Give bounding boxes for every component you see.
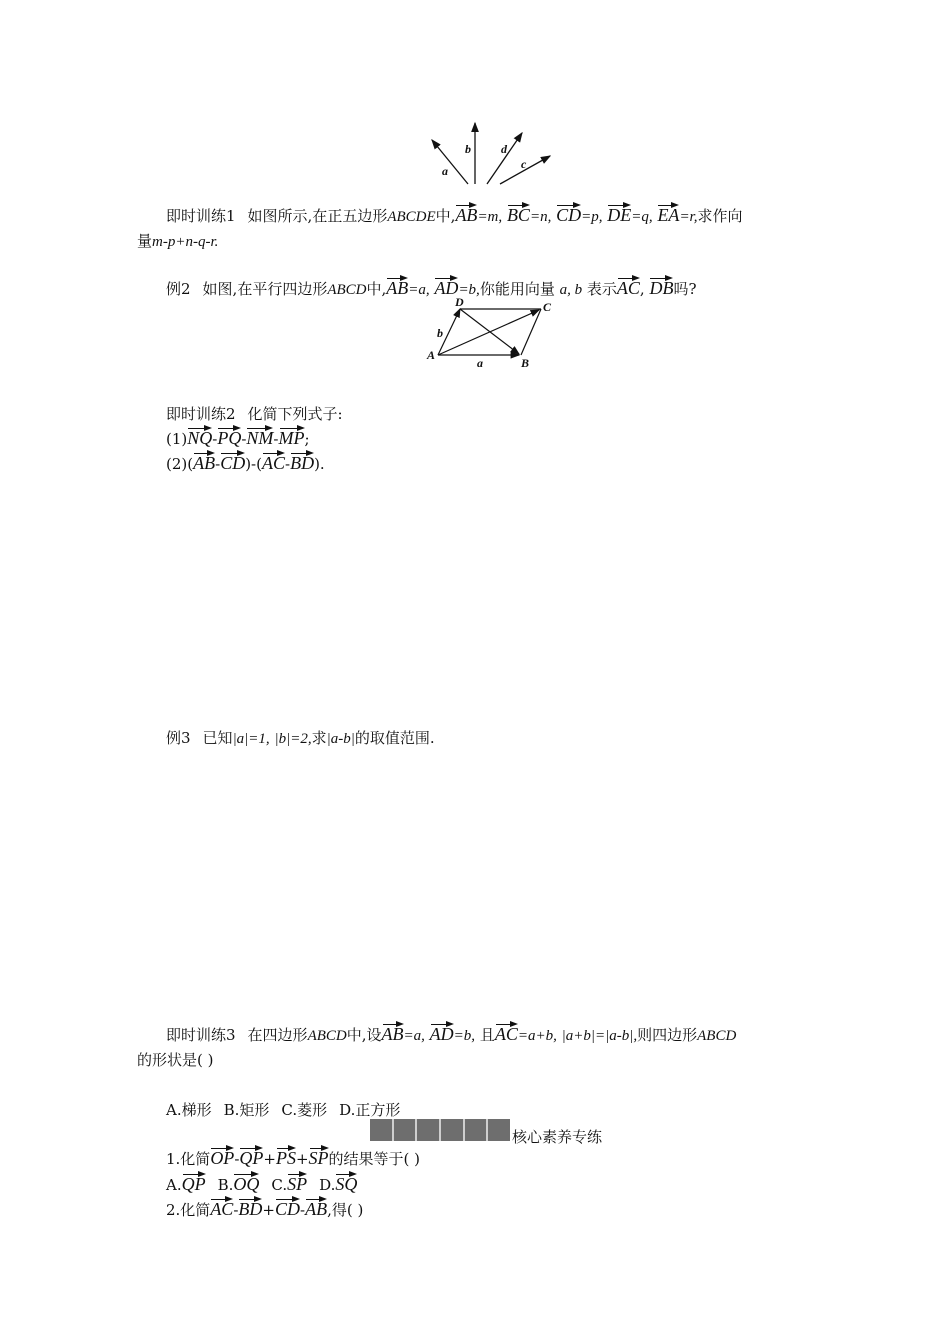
option-c-key: C. (271, 1176, 288, 1194)
vector-AD: AD (434, 278, 459, 298)
example2-text: 表示 (586, 280, 617, 298)
example2-title: 例2 (166, 280, 191, 298)
question2-text: 2.化简 (166, 1201, 211, 1219)
vector-c-label: c (521, 157, 527, 171)
vector-value: =a+b, (517, 1028, 557, 1044)
practice1-text: 如图所示,在正五边形 (247, 207, 388, 225)
practice3-text: 的形状是( ) (137, 1051, 214, 1069)
vector-MP: MP (278, 428, 305, 448)
punctuation: ). (314, 455, 325, 473)
option-c-vector: SP (287, 1174, 308, 1194)
vector-value: =p, (581, 209, 603, 225)
practice2-text: 化简下列式子: (247, 405, 343, 423)
vector-value: =b, (458, 282, 480, 298)
option-c: C.菱形 (281, 1101, 328, 1119)
question2-stem (166, 1197, 363, 1220)
vector-SP: SP (308, 1148, 329, 1168)
vector-EA: EA (657, 205, 680, 225)
option-d: D.正方形 (339, 1101, 401, 1119)
example2-text: 你能用向量 (479, 280, 555, 298)
operator: - (285, 455, 291, 473)
vector-AB: AB (455, 205, 478, 225)
item-number: (2)( (166, 455, 194, 473)
parallelogram-name: ABCD (327, 282, 367, 298)
vertex-B-label: B (521, 356, 530, 370)
practice2-item2 (166, 451, 325, 473)
operator: - (241, 430, 247, 448)
example2-text: 吗? (673, 280, 697, 298)
question1-options (166, 1172, 357, 1194)
operator: - (273, 430, 279, 448)
example2-text: 如图,在平行四边形 (202, 280, 328, 298)
vector-AB: AB (305, 1199, 328, 1219)
operator: - (212, 430, 218, 448)
option-d-vector: SQ (335, 1174, 358, 1194)
practice1-line1 (166, 203, 743, 226)
section-header-bar (370, 1119, 510, 1141)
practice2-item1 (166, 426, 310, 448)
practice1-text: 中, (435, 207, 456, 225)
vector-BD: BD (238, 1199, 263, 1219)
example2-text: 中, (366, 280, 387, 298)
practice3-text: 中,设 (346, 1026, 382, 1044)
option-a: A.梯形 (166, 1101, 212, 1119)
vector-NQ: NQ (187, 428, 213, 448)
condition: |a|=1, (232, 731, 270, 747)
vector-value: =a, (408, 282, 430, 298)
vector-CD: CD (556, 205, 582, 225)
vector-AC: AC (616, 278, 640, 298)
vector-value: =m, (477, 209, 503, 225)
parallelogram-figure (425, 297, 555, 371)
practice3-text: 且 (479, 1026, 495, 1044)
vector-BD: BD (290, 453, 315, 473)
operator: + (295, 1150, 309, 1168)
vector-a-arrow (432, 140, 468, 184)
example3-text: 求 (311, 729, 327, 747)
quadrilateral-name: ABCD (697, 1028, 737, 1044)
practice3-text: 则四边形 (637, 1026, 698, 1044)
question1-text: 1.化简 (166, 1150, 211, 1168)
vector-AB: AB (381, 1024, 404, 1044)
vector-AD: AD (429, 1024, 454, 1044)
vector-b-label: b (465, 142, 471, 156)
vector-b-label: b (437, 326, 443, 340)
vector-names: a, b (559, 282, 583, 298)
expression: |a-b| (326, 731, 355, 747)
section-title: 核心素养专练 (512, 1128, 603, 1146)
option-d-key: D. (319, 1176, 336, 1194)
vector-DB: DB (649, 278, 674, 298)
vector-AC: AC (210, 1199, 234, 1219)
vertex-D-label: D (455, 297, 464, 309)
practice1-title: 即时训练1 (166, 207, 236, 225)
option-b-key: B. (217, 1176, 234, 1194)
vector-d-label: d (501, 142, 507, 156)
practice3-line2 (137, 1049, 213, 1070)
operator: + (262, 1201, 275, 1219)
practice2-heading (166, 403, 343, 424)
vector-value: =r, (679, 209, 698, 225)
vector-CD: CD (220, 453, 246, 473)
operator: - (233, 1201, 239, 1219)
practice2-title: 即时训练2 (166, 405, 236, 423)
vector-a-label: a (442, 164, 448, 178)
vector-PQ: PQ (217, 428, 242, 448)
example3-text: 的取值范围. (354, 729, 435, 747)
vector-figure (425, 118, 560, 190)
practice3-options (166, 1099, 400, 1120)
vertex-C-label: C (543, 300, 552, 314)
vector-expression: m-p+n-q-r. (152, 234, 219, 250)
vector-value: =n, (529, 209, 552, 225)
vector-value: =q, (631, 209, 653, 225)
practice3-line1 (166, 1022, 736, 1045)
vector-AC: AC (494, 1024, 518, 1044)
option-a-key: A. (166, 1176, 182, 1194)
vector-PS: PS (275, 1148, 296, 1168)
vector-QP: QP (239, 1148, 264, 1168)
practice3-title: 即时训练3 (166, 1026, 236, 1044)
punctuation: ; (304, 430, 310, 448)
example3-title: 例3 (166, 729, 191, 747)
option-b: B.矩形 (223, 1101, 270, 1119)
practice1-line2 (137, 230, 218, 251)
practice3-text: 在四边形 (247, 1026, 308, 1044)
example2-line (166, 276, 697, 299)
separator: , (639, 280, 645, 298)
vector-NM: NM (246, 428, 274, 448)
operator: - (300, 1201, 306, 1219)
edge-CB (521, 309, 541, 355)
vector-value: =a, (403, 1028, 425, 1044)
vector-a-label: a (477, 356, 483, 370)
question1-stem (166, 1146, 420, 1169)
example3-text: 已知 (202, 729, 233, 747)
vector-d-arrow (487, 133, 522, 184)
vector-BC: BC (506, 205, 530, 225)
vector-OP: OP (210, 1148, 235, 1168)
operator: )-( (245, 455, 262, 473)
vector-DE: DE (607, 205, 632, 225)
vector-AB: AB (193, 453, 216, 473)
vector-AB: AB (386, 278, 409, 298)
vertex-A-label: A (427, 348, 436, 362)
pentagon-name: ABCDE (387, 209, 436, 225)
vector-value: =b, (453, 1028, 476, 1044)
quadrilateral-name: ABCD (307, 1028, 347, 1044)
practice1-text: 求作向 (697, 207, 743, 225)
condition: |b|=2, (274, 731, 312, 747)
operator: - (215, 455, 221, 473)
option-b-vector: OQ (233, 1174, 260, 1194)
vector-CD: CD (274, 1199, 300, 1219)
operator: + (263, 1150, 276, 1168)
operator: - (234, 1150, 240, 1168)
condition: |a+b|=|a-b|, (561, 1028, 638, 1044)
example3-line (166, 727, 435, 748)
vector-AC: AC (261, 453, 285, 473)
question2-text: ,得( ) (327, 1201, 364, 1219)
vector-DB-arrow (460, 309, 519, 354)
question1-text: 的结果等于( ) (328, 1150, 421, 1168)
option-a-vector: QP (181, 1174, 206, 1194)
item-number: (1) (166, 430, 188, 448)
practice1-text: 量 (137, 232, 153, 250)
